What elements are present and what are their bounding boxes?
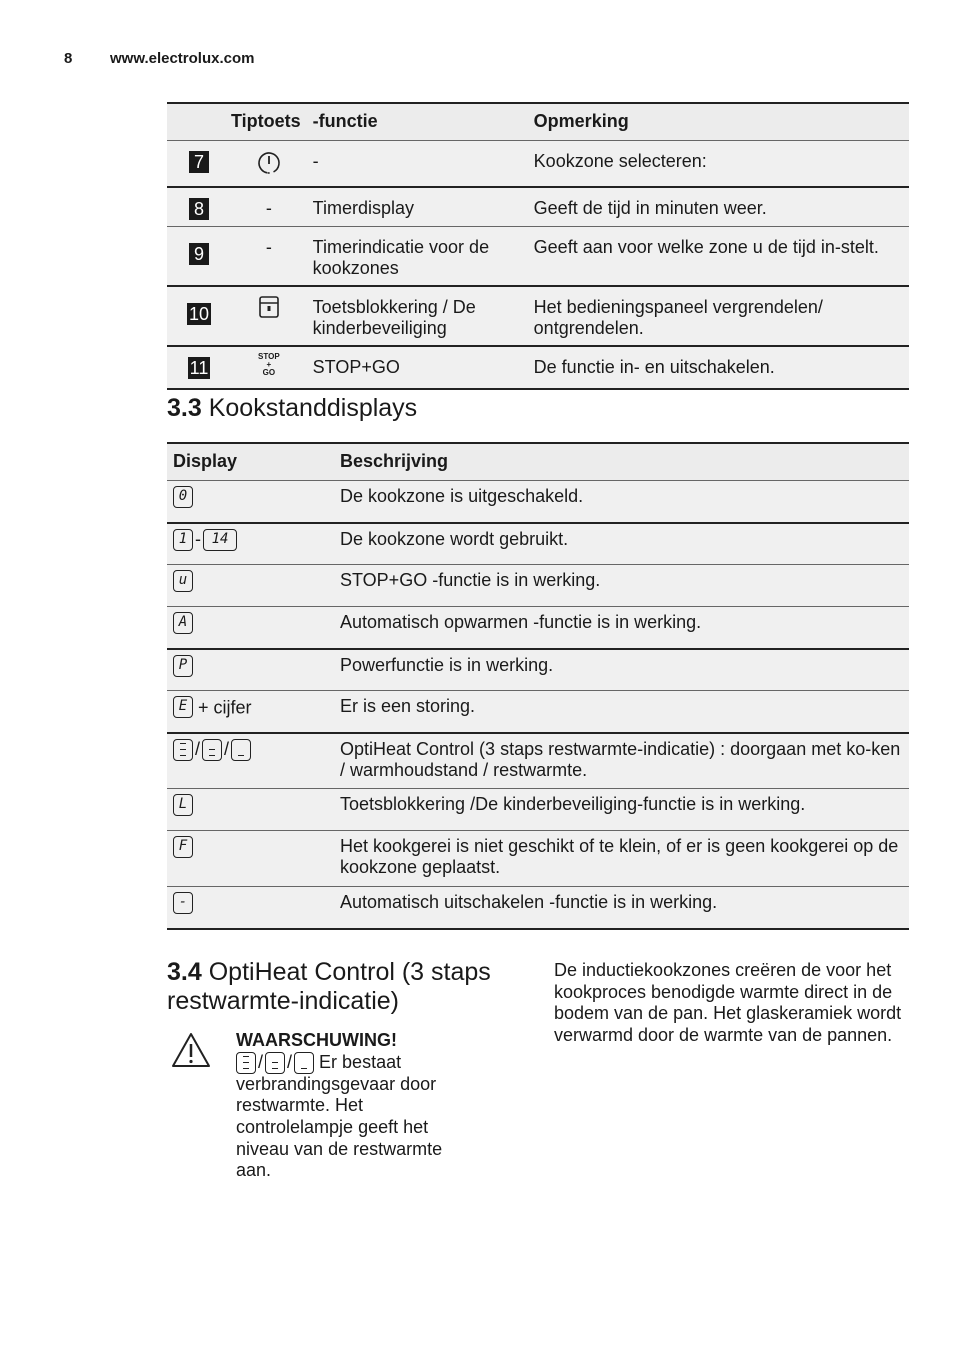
table-row bbox=[167, 141, 909, 188]
table-row bbox=[167, 286, 909, 346]
header-functie: -functie bbox=[307, 103, 528, 141]
table-row bbox=[167, 789, 909, 831]
table-row bbox=[167, 831, 909, 887]
cell-description: Toetsblokkering /De kinderbeveiliging-functie is in werking. bbox=[334, 789, 909, 831]
display-symbol: 14 bbox=[203, 529, 237, 551]
stop-go-label: GO bbox=[262, 368, 276, 377]
cell-opmerking: Geeft de tijd in minuten weer. bbox=[528, 187, 909, 227]
display-symbol: F bbox=[173, 836, 193, 858]
header-display: Display bbox=[167, 443, 334, 481]
timer-clock-icon bbox=[257, 151, 281, 175]
heat-level-1-icon bbox=[294, 1052, 314, 1074]
display-table bbox=[167, 442, 909, 930]
display-symbol: A bbox=[173, 612, 193, 634]
display-symbol: - bbox=[173, 892, 193, 914]
cell-description: Het kookgerei is niet geschikt of te klein, of er is geen kookgerei op de kookzone geplaatst. bbox=[334, 831, 909, 887]
controls-table bbox=[167, 102, 909, 390]
table-header-row bbox=[167, 103, 909, 141]
table-row bbox=[167, 607, 909, 649]
cell-tiptoets: - bbox=[231, 187, 307, 227]
display-symbol: L bbox=[173, 794, 193, 816]
cell-description: STOP+GO -functie is in werking. bbox=[334, 565, 909, 607]
symbol-separator: / bbox=[195, 739, 201, 760]
row-number-badge: 9 bbox=[189, 243, 209, 265]
cell-description: Er is een storing. bbox=[334, 691, 909, 733]
table-row bbox=[167, 649, 909, 691]
section-title: OptiHeat Control (3 staps restwarmte-indicatie) bbox=[167, 958, 491, 1015]
display-symbol: P bbox=[173, 655, 193, 677]
cell-opmerking: De functie in- en uitschakelen. bbox=[528, 346, 909, 389]
table-row bbox=[167, 227, 909, 287]
section-number: 3.4 bbox=[167, 958, 202, 986]
row-number-badge: 7 bbox=[189, 151, 209, 173]
row-number-badge: 8 bbox=[189, 198, 209, 220]
stop-go-icon bbox=[237, 353, 301, 377]
cell-functie: Timerdisplay bbox=[307, 187, 528, 227]
cell-functie: STOP+GO bbox=[307, 346, 528, 389]
cell-opmerking: Geeft aan voor welke zone u de tijd in-stelt. bbox=[528, 227, 909, 287]
warning-text: Er bestaat verbrandingsgevaar door restwarmte. Het controlelampje geeft het niveau van de restwarmte aan. bbox=[236, 1051, 443, 1181]
range-separator: - bbox=[195, 529, 201, 550]
cell-description: OptiHeat Control (3 staps restwarmte-indicatie) : doorgaan met ko-ken / warmhoudstand / restwarmte. bbox=[334, 733, 909, 789]
heat-level-2-icon bbox=[202, 739, 222, 761]
table-row bbox=[167, 733, 909, 789]
symbol-separator: / bbox=[287, 1052, 293, 1073]
page-header bbox=[64, 50, 255, 67]
cell-functie: Toetsblokkering / De kinderbeveiliging bbox=[307, 286, 528, 346]
cell-description: Automatisch uitschakelen -functie is in werking. bbox=[334, 887, 909, 929]
cell-opmerking: Het bedieningspaneel vergrendelen/ ontgrendelen. bbox=[528, 286, 909, 346]
warning-triangle-icon bbox=[171, 1032, 211, 1068]
table-header-row bbox=[167, 443, 909, 481]
display-symbol: E bbox=[173, 696, 193, 718]
cell-opmerking: Kookzone selecteren: bbox=[528, 141, 909, 188]
page-number: 8 bbox=[64, 50, 73, 67]
header-blank bbox=[167, 103, 231, 141]
heat-level-3-icon bbox=[236, 1052, 256, 1074]
section-heading-3-4 bbox=[167, 958, 527, 1016]
display-symbol: u bbox=[173, 570, 193, 592]
header-beschrijving: Beschrijving bbox=[334, 443, 909, 481]
cell-description: De kookzone is uitgeschakeld. bbox=[334, 481, 909, 523]
table-row bbox=[167, 187, 909, 227]
display-symbol: 0 bbox=[173, 486, 193, 508]
warning-box bbox=[236, 1030, 476, 1182]
section-heading-3-3 bbox=[167, 394, 417, 423]
symbol-suffix: + cijfer bbox=[198, 697, 252, 718]
header-opmerking: Opmerking bbox=[528, 103, 909, 141]
header-tiptoets: Tiptoets bbox=[231, 103, 307, 141]
section-title: Kookstanddisplays bbox=[208, 394, 418, 422]
cell-description: Automatisch opwarmen -functie is in werking. bbox=[334, 607, 909, 649]
warning-body bbox=[236, 1052, 476, 1182]
symbol-separator: / bbox=[258, 1052, 264, 1073]
table-row bbox=[167, 565, 909, 607]
table-row bbox=[167, 887, 909, 929]
table-row bbox=[167, 481, 909, 523]
display-symbol: 1 bbox=[173, 529, 193, 551]
stop-go-label: STOP bbox=[258, 352, 280, 361]
site-url: www.electrolux.com bbox=[110, 50, 255, 67]
table-row bbox=[167, 523, 909, 565]
cell-description: De kookzone wordt gebruikt. bbox=[334, 523, 909, 565]
row-number-badge: 11 bbox=[189, 358, 209, 378]
cell-tiptoets: - bbox=[231, 227, 307, 287]
stop-go-label: + bbox=[266, 360, 272, 369]
symbol-separator: / bbox=[224, 739, 230, 760]
table-row bbox=[167, 346, 909, 389]
cell-functie: Timerindicatie voor de kookzones bbox=[307, 227, 528, 287]
cell-functie: - bbox=[307, 141, 528, 188]
cell-description: Powerfunctie is in werking. bbox=[334, 649, 909, 691]
lock-icon bbox=[258, 295, 280, 319]
heat-level-3-icon bbox=[173, 739, 193, 761]
induction-paragraph: De inductiekookzones creëren de voor het kookproces benodigde warmte direct in de bodem van de pan. Het glaskeramiek wordt verwarmd door de warmte van de pannen. bbox=[554, 960, 902, 1045]
warning-title: WAARSCHUWING! bbox=[236, 1030, 397, 1050]
heat-level-2-icon bbox=[265, 1052, 285, 1074]
table-row bbox=[167, 691, 909, 733]
heat-level-1-icon bbox=[231, 739, 251, 761]
section-number: 3.3 bbox=[167, 394, 202, 422]
row-number-badge: 10 bbox=[188, 304, 210, 324]
